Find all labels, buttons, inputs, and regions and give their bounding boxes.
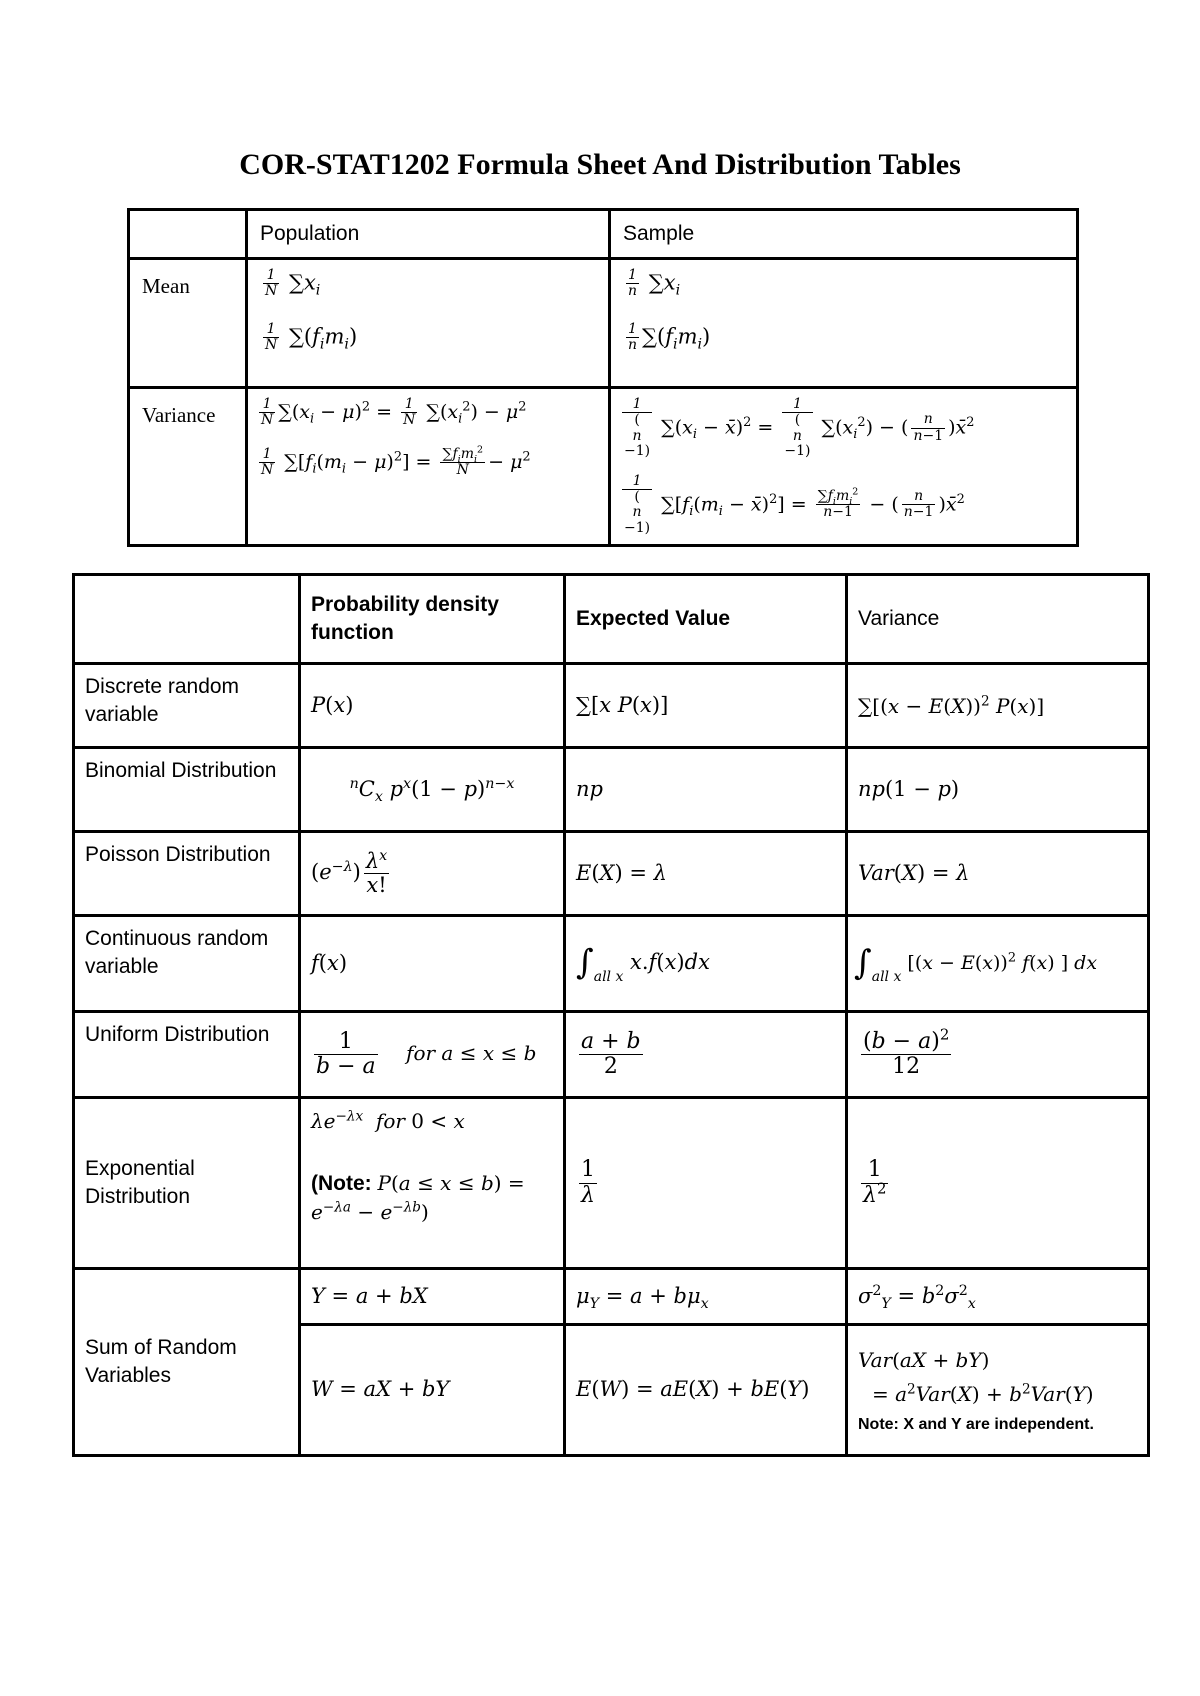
poisson-label: Poisson Distribution [74, 832, 300, 916]
page-title: COR-STAT1202 Formula Sheet And Distribution Tables [239, 148, 961, 181]
sample-header: Sample [610, 210, 1078, 259]
population-grouped-variance-formula: $\frac{1}{N}$ $\sum[f_i(m_i - \mu)^2]$ = $\frac{\sum f_im_i^2}{N}$ − $\mu^2$ [261, 444, 531, 479]
uniform-expected-value: $\frac{a + b}{2}$ [565, 1012, 847, 1098]
discrete-pdf: P(x) [300, 664, 565, 748]
sum-definition: W = aX + bY [300, 1325, 565, 1456]
continuous-variance: $\int_{all x}$ [$(x - E(x))^2$ f(x) ] dx [847, 916, 1149, 1012]
binomial-expected-value: np [565, 748, 847, 832]
binomial-row [74, 748, 1149, 832]
uniform-row [74, 1012, 1149, 1098]
continuous-label: Continuous random variable [74, 916, 300, 1012]
poisson-row [74, 832, 1149, 916]
sum-variance-lhs: Var(aX + bY) [858, 1348, 990, 1372]
sum-row-linear [74, 1269, 1149, 1325]
sample-mean-formulas [610, 259, 1078, 388]
mean-label: Mean [129, 259, 247, 388]
independence-note: Note: X and Y are independent. [858, 1416, 1094, 1433]
sample-mean-formula: $\frac{1}{n}$ $\sum x_i$ [628, 267, 681, 300]
exponential-variance: $\frac{1}{\lambda^2}$ [847, 1098, 1149, 1269]
exponential-pdf-formula: $\lambda e^{-\lambda x}$ for 0 < x [311, 1108, 465, 1133]
sum-expected-value: E(W) = aE(X) + bE(Y) [565, 1325, 847, 1456]
continuous-row [74, 916, 1149, 1012]
sum-variance [847, 1325, 1149, 1456]
distribution-header-corner [74, 575, 300, 664]
sum-variance-rhs: = $a^2Var(X) + b^2Var(Y)$ [872, 1381, 1094, 1406]
pdf-header: Probability density function [300, 575, 565, 664]
variance-row [129, 388, 1078, 546]
exponential-label: Exponential Distribution [74, 1098, 300, 1269]
sample-variance-formula: 1 ( n −1) $\sum(x_i$ − x̄)$^2$ = 1 ( n −1) $\sum(x_i^2)$ − ( $\frac{n}{n-1}$ )x̄$^2$ [624, 396, 975, 460]
summary-header-row [129, 210, 1078, 259]
distribution-table [72, 573, 1150, 1457]
binomial-variance: np(1 − p) [847, 748, 1149, 832]
exponential-pdf [300, 1098, 565, 1269]
summary-table [127, 208, 1079, 547]
continuous-pdf: f(x) [300, 916, 565, 1012]
expected-value-header: Expected Value [565, 575, 847, 664]
discrete-expected-value: ∑[x P(x)] [565, 664, 847, 748]
uniform-label: Uniform Distribution [74, 1012, 300, 1098]
continuous-expected-value: $\int_{all x}$ x.f(x)dx [565, 916, 847, 1012]
variance-label: Variance [129, 388, 247, 546]
distribution-header-row [74, 575, 1149, 664]
exponential-note: (Note: P(a ≤ x ≤ b) = $e^{-\lambda a} - e^{-\lambda b}$) [311, 1171, 525, 1225]
linear-transform-mean: $\mu_Y = a + b\mu_x$ [565, 1269, 847, 1325]
sample-variance-formulas [610, 388, 1078, 546]
discrete-label: Discrete random variable [74, 664, 300, 748]
uniform-pdf: $\frac{1}{b - a}$ for a ≤ x ≤ b [300, 1012, 565, 1098]
population-mean-formulas [247, 259, 610, 388]
population-variance-formulas [247, 388, 610, 546]
uniform-variance: $\frac{(b - a)^2}{12}$ [847, 1012, 1149, 1098]
poisson-pdf: $(e^{-\lambda})$ $\frac{\lambda^x}{x!}$ [300, 832, 565, 916]
poisson-variance: Var(X) = λ [847, 832, 1149, 916]
population-grouped-mean-formula: $\frac{1}{N}$ $\sum(f_im_i)$ [265, 320, 358, 354]
mean-row [129, 259, 1078, 388]
discrete-row [74, 664, 1149, 748]
summary-header-corner [129, 210, 247, 259]
sample-grouped-mean-formula: $\frac{1}{n}$ $\sum(f_im_i)$ [628, 320, 711, 354]
population-variance-formula: $\frac{1}{N}$ $\sum(x_i - \mu)^2$ = $\frac{1}{N}$ $\sum(x_i^2) - \mu^2$ [261, 396, 527, 429]
variance-header: Variance [847, 575, 1149, 664]
exponential-note-prefix: (Note: [311, 1172, 378, 1195]
discrete-variance: $\sum[(x - E(X))^2$ P(x)] [847, 664, 1149, 748]
exponential-expected-value: $\frac{1}{\lambda}$ [565, 1098, 847, 1269]
binomial-pdf: $^nC_x$ $p^x(1 - p)^{n-x}$ [300, 748, 565, 832]
population-header: Population [247, 210, 610, 259]
population-mean-formula: $\frac{1}{N}$ $\sum x_i$ [265, 267, 321, 300]
binomial-label: Binomial Distribution [74, 748, 300, 832]
linear-transform-variance: $\sigma^2_Y = b^2\sigma^2_x$ [847, 1269, 1149, 1325]
linear-transform-definition: Y = a + bX [300, 1269, 565, 1325]
poisson-expected-value: E(X) = λ [565, 832, 847, 916]
sum-label: Sum of Random Variables [74, 1269, 300, 1456]
exponential-row [74, 1098, 1149, 1269]
sample-grouped-variance-formula: 1 ( n −1) $\sum[f_i(m_i$ − x̄)$^2$] = $\frac{\sum f_im_i^2}{n-1}$ − ( $\frac{n}{n-1}$ )x̄$^2$ [624, 472, 965, 536]
